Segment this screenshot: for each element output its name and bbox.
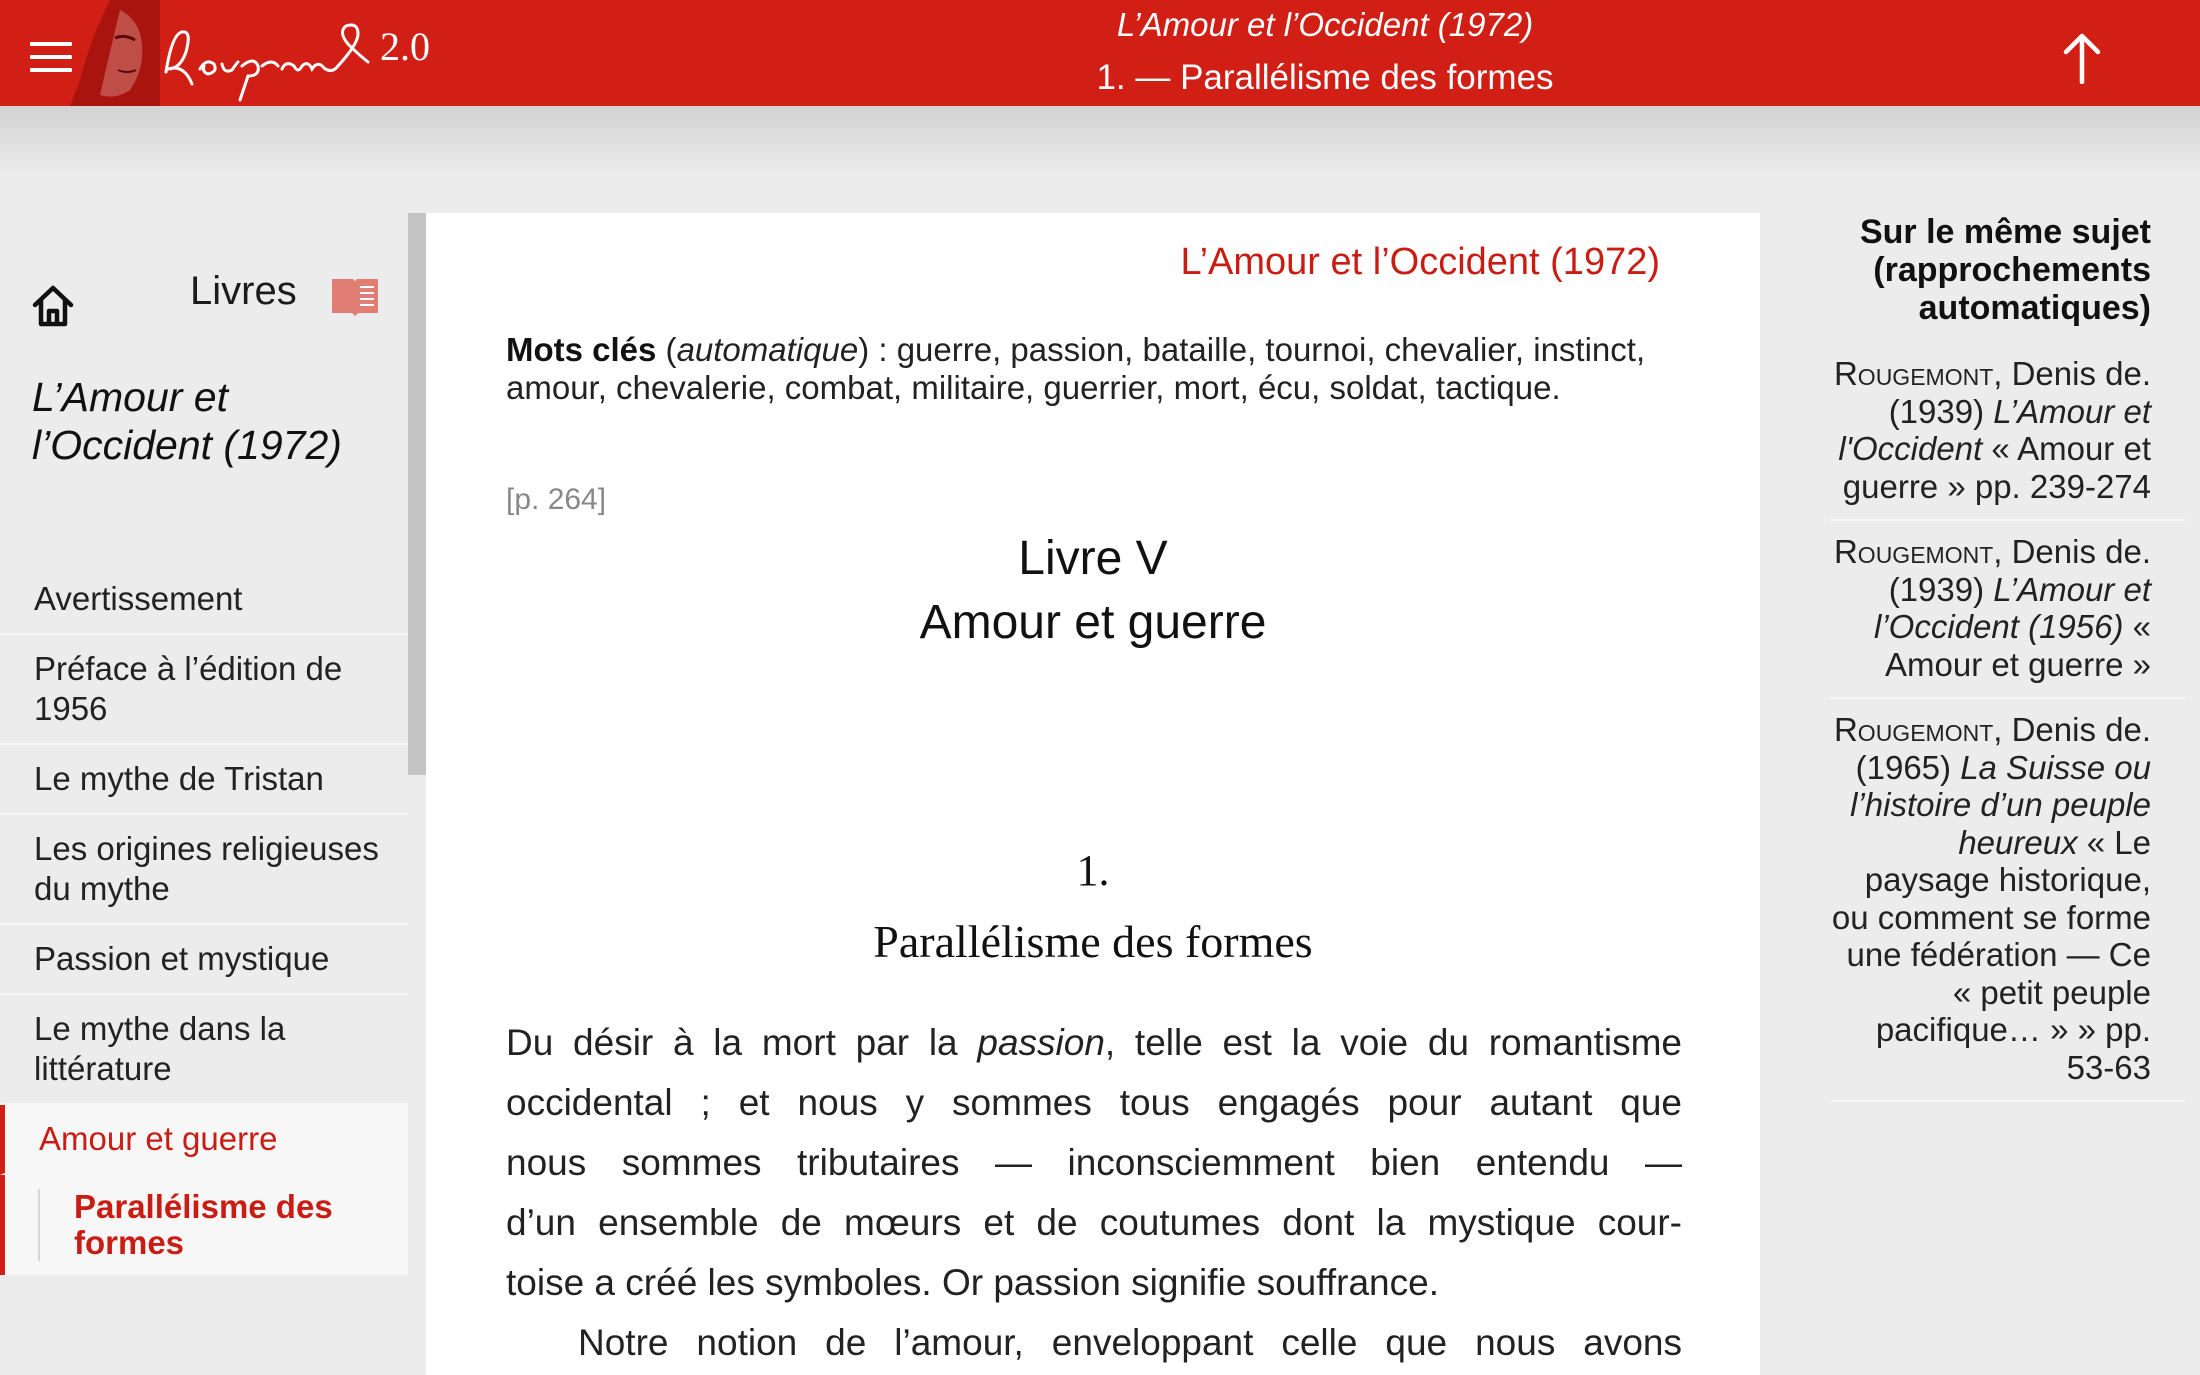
text-line: Du désir à la mort par la passion, telle est la voie du romantisme (506, 1022, 1682, 1063)
livre-title: Amour et guerre (919, 596, 1267, 649)
page-reference: [p. 264] (506, 483, 607, 516)
hamburger-icon (30, 42, 72, 46)
text-line: occidental ; et nous y sommes tous engagés pour autant que (506, 1082, 1682, 1123)
toc-item-active[interactable]: Amour et guerre (0, 1105, 408, 1175)
keywords-mode: automatique (676, 331, 859, 368)
text-line: nous sommes tributaires — inconsciemment bien entendu — (506, 1142, 1682, 1183)
related-panel (1830, 213, 2185, 1375)
related-item[interactable]: Rougemont, Denis de. (1939) L’Amour et l’Occident (1956) « Amour et guerre » (1830, 521, 2185, 699)
home-icon[interactable] (30, 283, 76, 329)
logo-version: 2.0 (380, 24, 430, 69)
toc-item[interactable]: Préface à l’édition de 1956 (0, 635, 408, 745)
hamburger-icon-bar (30, 68, 72, 72)
hamburger-icon-bar (30, 55, 72, 59)
content-book-title[interactable]: L’Amour et l’Occident (1972) (1180, 241, 1660, 283)
table-of-contents (0, 565, 408, 1275)
toc-item[interactable]: Les origines religieuses du mythe (0, 815, 408, 925)
toc-item[interactable]: Le mythe de Tristan (0, 745, 408, 815)
toc-item[interactable]: Avertissement (0, 565, 408, 635)
toc-subsection (0, 1175, 408, 1275)
text-line: Notre notion de l’amour, enveloppant celle que nous avons (578, 1322, 1682, 1363)
portrait-logo (70, 0, 160, 106)
sidebar-book-title: L’Amour et l’Occident (1972) (32, 374, 342, 468)
books-label[interactable]: Livres (190, 269, 297, 313)
text-line: toise a créé les symboles. Or passion signifie souffrance. (506, 1262, 1439, 1303)
chapter-text (506, 1013, 1682, 1373)
menu-button[interactable] (30, 42, 72, 72)
keywords-block: Mots clés (automatique) : guerre, passion, bataille, tournoi, chevalier, instinct, amour, chevalerie, combat, militaire, guerrier, mort, écu, soldat, tactique. (506, 331, 1646, 406)
top-bar (0, 0, 2200, 106)
toc-item[interactable]: Passion et mystique (0, 925, 408, 995)
sidebar-scrollbar[interactable] (408, 213, 426, 775)
arrow-up-icon[interactable] (2060, 32, 2104, 84)
chapter-number: 1. (1076, 846, 1110, 895)
toc-item[interactable]: Le mythe dans la littérature (0, 995, 408, 1105)
chapter-title: Parallélisme des formes (873, 916, 1313, 967)
toc-subitem-current[interactable]: Parallélisme des formes (38, 1189, 388, 1261)
keywords-list: guerre, passion, bataille, tournoi, chevalier, instinct, amour, chevalerie, combat, militaire, guerrier, mort, écu, soldat, tactique. (506, 331, 1646, 406)
text-line: d’un ensemble de mœurs et de coutumes dont la mystique cour- (506, 1202, 1682, 1243)
header-section-title: 1. — Parallélisme des formes (1096, 58, 1554, 97)
header-shadow (0, 106, 2200, 176)
reading-pane (426, 213, 1760, 1375)
header-book-title: L’Amour et l’Occident (1972) (1116, 6, 1534, 43)
related-heading: Sur le même sujet (rapprochements automatiques) (1859, 213, 2151, 327)
open-book-icon[interactable] (330, 275, 380, 319)
livre-number: Livre V (1018, 532, 1168, 585)
keywords-label: Mots clés (506, 331, 657, 368)
related-item[interactable]: Rougemont, Denis de. (1965) La Suisse ou l’histoire d’un peuple heureux « Le paysage historique, ou comment se forme une fédération — Ce « petit peuple pacifique… » » pp. 53-63 (1830, 699, 2185, 1102)
book-sidebar (0, 213, 408, 1375)
rougemont-signature-logo (162, 14, 542, 104)
related-item[interactable]: Rougemont, Denis de. (1939) L’Amour et l'Occident « Amour et guerre » pp. 239-274 (1830, 343, 2185, 521)
